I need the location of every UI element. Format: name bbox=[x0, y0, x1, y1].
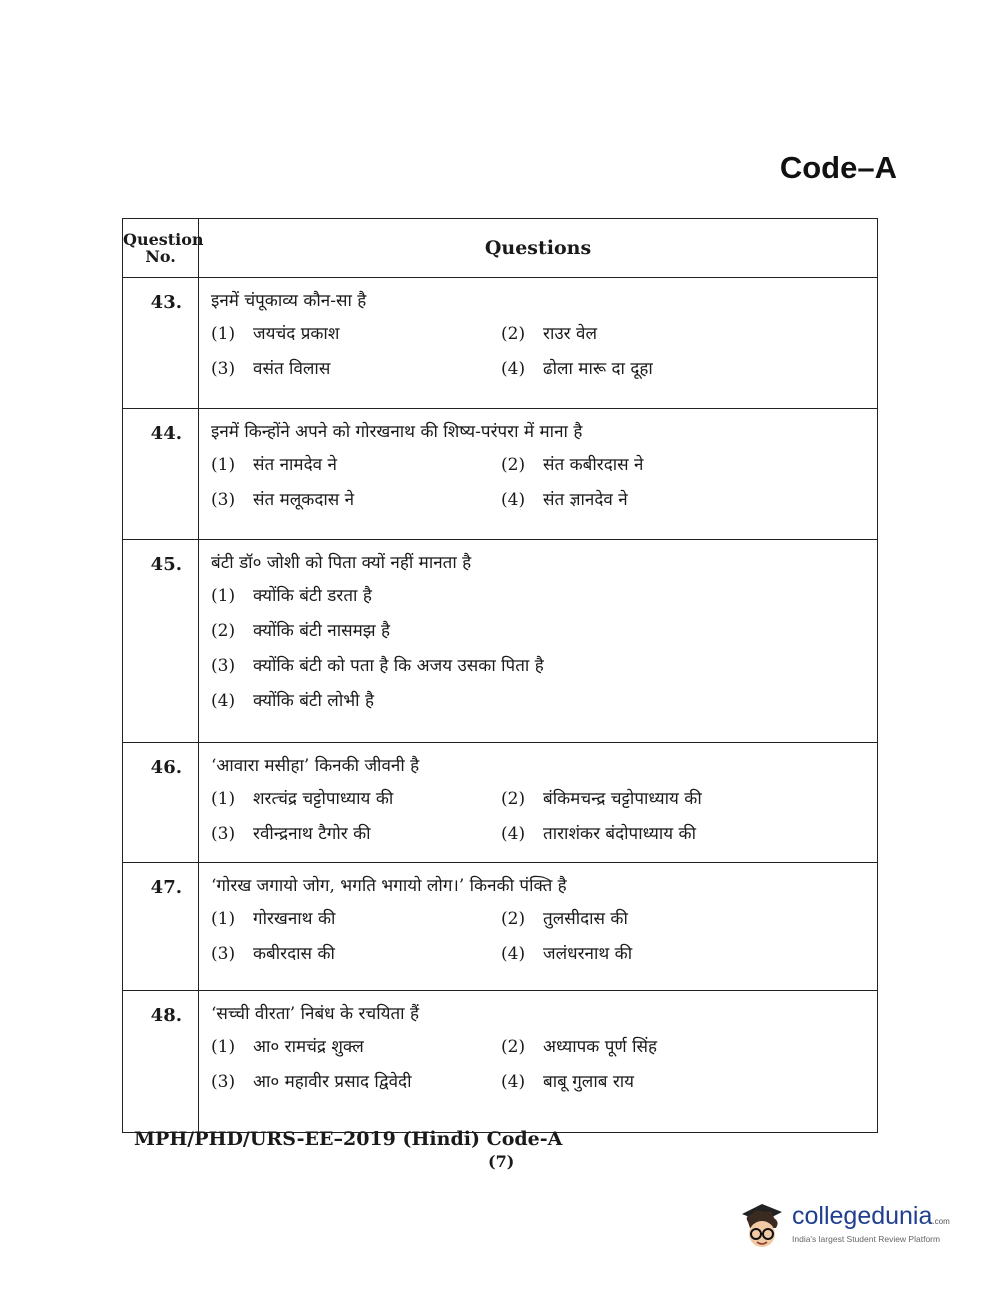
header-question-no: Question No. bbox=[123, 219, 199, 278]
question-text: बंटी डॉ० जोशी को पिता क्यों नहीं मानता है bbox=[211, 553, 472, 573]
options bbox=[211, 452, 867, 510]
option-1: (1) जयचंद प्रकाश bbox=[211, 324, 340, 344]
collegedunia-watermark bbox=[738, 1200, 968, 1260]
option-3: (3) आ० महावीर प्रसाद द्विवेदी bbox=[211, 1072, 412, 1092]
question-text: इनमें किन्होंने अपने को गोरखनाथ की शिष्य-परंपरा में माना है bbox=[211, 422, 583, 442]
question-number: 46. bbox=[123, 743, 199, 863]
option-3: (3) रवीन्द्रनाथ टैगोर की bbox=[211, 824, 371, 844]
option-4: (4) बाबू गुलाब राय bbox=[501, 1072, 635, 1092]
question-number: 45. bbox=[123, 540, 199, 743]
footer-code: MPH/PHD/URS-EE–2019 (Hindi) Code-A bbox=[134, 1128, 563, 1150]
question-row bbox=[123, 991, 878, 1133]
logo-name: collegedunia.com bbox=[792, 1202, 950, 1230]
question-row bbox=[123, 278, 878, 409]
table-header-row bbox=[123, 219, 878, 278]
option-3: (3) कबीरदास की bbox=[211, 944, 335, 964]
option-3: (3) वसंत विलास bbox=[211, 359, 331, 379]
option-2: (2) क्योंकि बंटी नासमझ है bbox=[211, 621, 391, 641]
option-4: (4) ढोला मारू दा दूहा bbox=[501, 359, 653, 379]
options bbox=[211, 321, 867, 379]
option-4: (4) संत ज्ञानदेव ने bbox=[501, 490, 628, 510]
mascot-icon bbox=[738, 1200, 788, 1258]
option-3: (3) क्योंकि बंटी को पता है कि अजय उसका पिता है bbox=[211, 656, 544, 676]
header-questions: Questions bbox=[199, 219, 878, 278]
question-number: 43. bbox=[123, 278, 199, 409]
option-2: (2) तुलसीदास की bbox=[501, 909, 628, 929]
options bbox=[211, 906, 867, 964]
question-text: ‘गोरख जगायो जोग, भगति भगायो लोग।’ किनकी पंक्ति है bbox=[211, 876, 567, 896]
question-text: इनमें चंपूकाव्य कौन-सा है bbox=[211, 291, 367, 311]
option-4: (4) ताराशंकर बंदोपाध्याय की bbox=[501, 824, 696, 844]
question-text: ‘सच्ची वीरता’ निबंध के रचयिता हैं bbox=[211, 1004, 420, 1024]
option-1: (1) क्योंकि बंटी डरता है bbox=[211, 586, 372, 606]
question-number: 47. bbox=[123, 863, 199, 991]
question-body bbox=[199, 278, 878, 409]
question-body bbox=[199, 743, 878, 863]
option-1: (1) शरत्चंद्र चट्टोपाध्याय की bbox=[211, 789, 394, 809]
options bbox=[211, 1034, 867, 1092]
question-body bbox=[199, 863, 878, 991]
question-number: 44. bbox=[123, 409, 199, 540]
question-row bbox=[123, 540, 878, 743]
question-row bbox=[123, 863, 878, 991]
question-body bbox=[199, 409, 878, 540]
option-2: (2) संत कबीरदास ने bbox=[501, 455, 644, 475]
option-1: (1) गोरखनाथ की bbox=[211, 909, 336, 929]
option-2: (2) राउर वेल bbox=[501, 324, 598, 344]
option-2: (2) अध्यापक पूर्ण सिंह bbox=[501, 1037, 658, 1057]
option-1: (1) आ० रामचंद्र शुक्ल bbox=[211, 1037, 364, 1057]
question-row bbox=[123, 409, 878, 540]
question-body bbox=[199, 991, 878, 1133]
question-number: 48. bbox=[123, 991, 199, 1133]
option-4: (4) क्योंकि बंटी लोभी है bbox=[211, 691, 375, 711]
question-body bbox=[199, 540, 878, 743]
question-row bbox=[123, 743, 878, 863]
options bbox=[211, 786, 867, 844]
question-text: ‘आवारा मसीहा’ किनकी जीवनी है bbox=[211, 756, 420, 776]
option-3: (3) संत मलूकदास ने bbox=[211, 490, 355, 510]
option-4: (4) जलंधरनाथ की bbox=[501, 944, 633, 964]
option-2: (2) बंकिमचन्द्र चट्टोपाध्याय की bbox=[501, 789, 702, 809]
logo-tagline: India's largest Student Review Platform bbox=[792, 1234, 941, 1244]
page-number: (7) bbox=[488, 1152, 515, 1171]
options bbox=[211, 583, 867, 711]
option-1: (1) संत नामदेव ने bbox=[211, 455, 337, 475]
code-label: Code–A bbox=[779, 150, 897, 185]
questions-table bbox=[122, 218, 878, 1133]
